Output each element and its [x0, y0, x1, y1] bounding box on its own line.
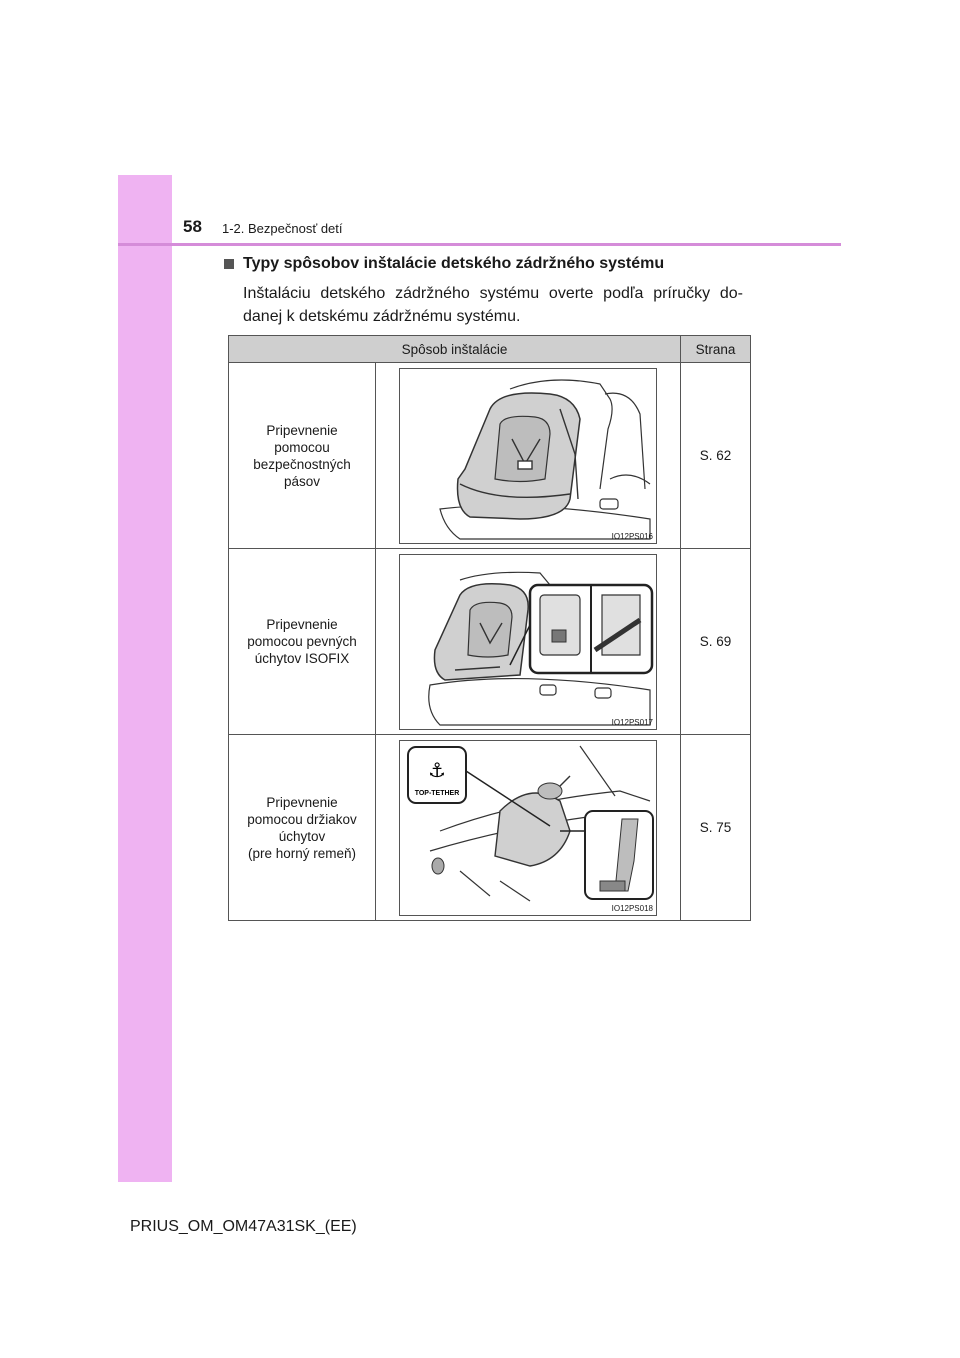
square-bullet-icon — [224, 259, 234, 269]
image-code: IO12PS018 — [611, 903, 653, 913]
header-rule — [118, 243, 841, 246]
table-header-row — [229, 336, 751, 363]
page-reference: S. 75 — [681, 735, 751, 921]
isofix-anchor-illustration — [399, 554, 657, 730]
image-code: IO12PS017 — [611, 717, 653, 727]
heading-text: Typy spôsobov inštalácie detského zádržného systému — [243, 255, 665, 272]
method-cell: Pripevnenie pomocou bezpečnostných pásov — [229, 363, 376, 549]
svg-text:⚓: ⚓ — [428, 757, 446, 782]
section-title: 1-2. Bezpečnosť detí — [222, 221, 343, 236]
page-reference: S. 62 — [681, 363, 751, 549]
top-tether-label: TOP-TETHER — [414, 789, 460, 797]
side-thumb-band — [118, 175, 172, 1182]
installation-methods-table — [228, 335, 751, 921]
table-row — [229, 363, 751, 549]
top-tether-anchor-illustration — [399, 740, 657, 916]
illustration-cell — [376, 735, 681, 921]
page-reference: S. 69 — [681, 549, 751, 735]
column-header-method: Spôsob inštalácie — [229, 336, 681, 363]
intro-paragraph: Inštaláciu detského zádržného systému overte podľa príručky do-danej k detskému zádržnému systému. — [243, 285, 743, 325]
method-cell: Pripevnenie pomocou pevných úchytov ISOFIX — [229, 549, 376, 735]
method-cell: Pripevnenie pomocou držiakov úchytov (pre horný remeň) — [229, 735, 376, 921]
section-heading — [224, 255, 664, 273]
table-row — [229, 549, 751, 735]
image-code: IO12PS016 — [611, 531, 653, 541]
page-number: 58 — [183, 217, 202, 236]
child-seat-illustration — [399, 368, 657, 544]
table-row — [229, 735, 751, 921]
illustration-cell — [376, 363, 681, 549]
column-header-page: Strana — [681, 336, 751, 363]
footer-document-code: PRIUS_OM_OM47A31SK_(EE) — [130, 1218, 357, 1235]
illustration-cell — [376, 549, 681, 735]
